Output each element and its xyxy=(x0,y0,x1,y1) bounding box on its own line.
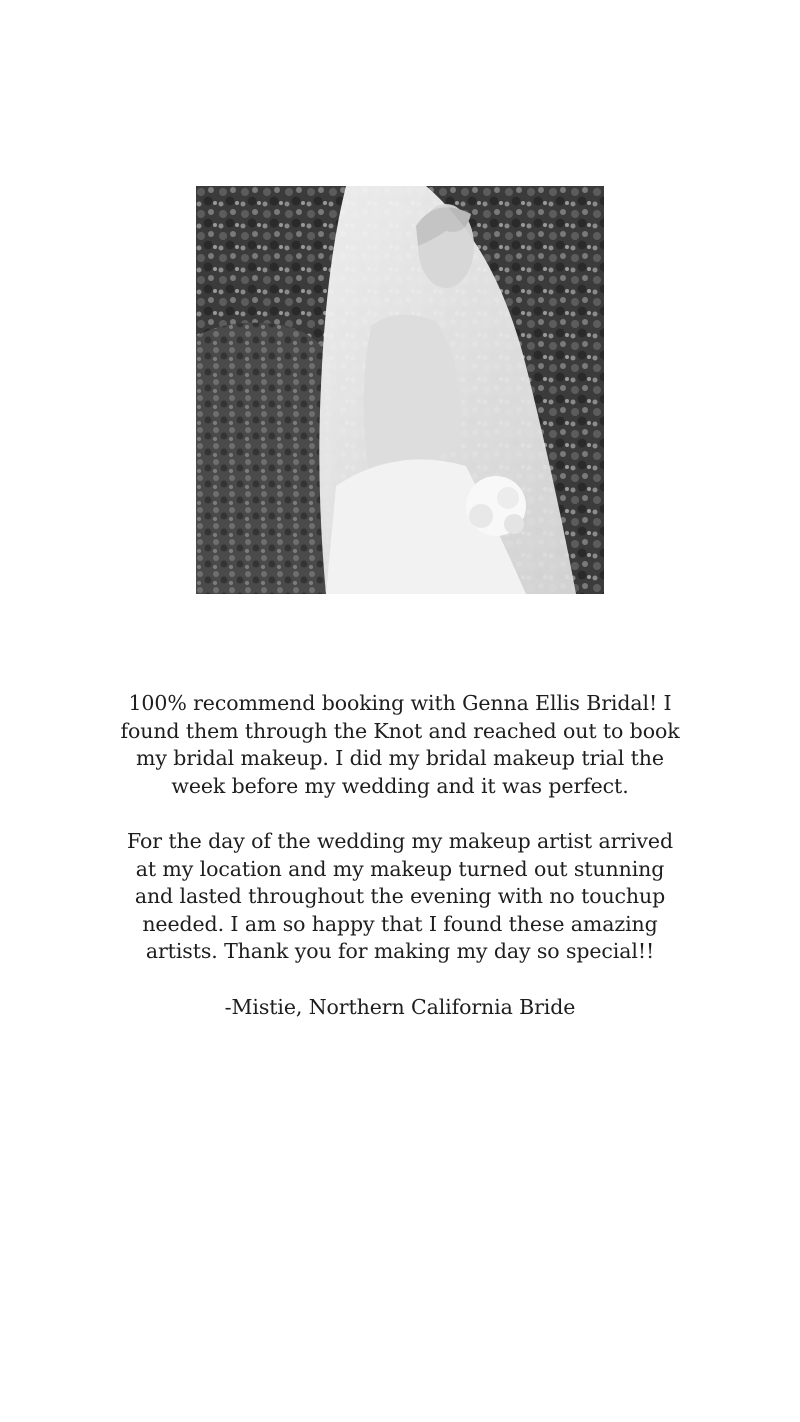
testimonial-paragraph: 100% recommend booking with Genna Ellis Bridal! I found them through the Knot and reached out to book my bridal makeup. I did my bridal makeup trial the week before my wedding and it was perfect. xyxy=(120,691,680,798)
bride-photo-illustration xyxy=(196,186,604,594)
testimonial-signature: -Mistie, Northern California Bride xyxy=(224,994,576,1019)
testimonial xyxy=(120,690,680,1021)
bride-photo xyxy=(196,186,604,594)
testimonial-paragraph: For the day of the wedding my makeup artist arrived at my location and my makeup turned out stunning and lasted throughout the evening with no touchup needed. I am so happy that I found these amazing artists. Thank you for making my day so special!! xyxy=(127,828,673,964)
